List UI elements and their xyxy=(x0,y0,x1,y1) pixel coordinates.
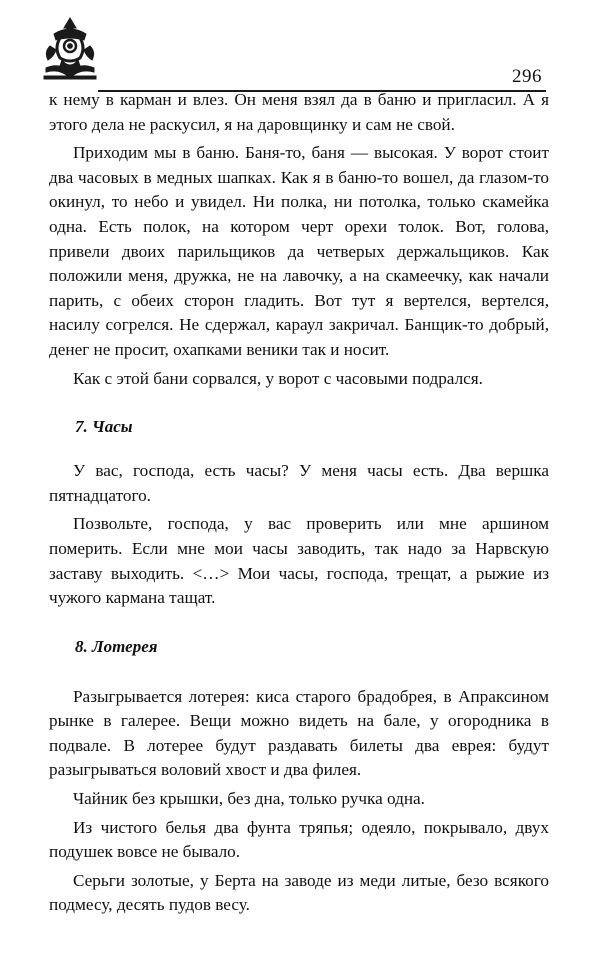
intro-line-2: этого дела не раскусил, я на даровщинку и сам не свой. xyxy=(49,114,455,134)
paragraph-clock-1: У вас, господа, есть часы? У меня часы есть. Два вершка пятнадцатого. xyxy=(49,461,549,505)
section-title-clock: 7. Часы xyxy=(75,417,133,437)
paragraph-bath: Приходим мы в баню. Баня-то, баня — высокая. У ворот стоит два часовых в медных шапках. Как я в баню-то вошел, да глазом-то окинул, то небо и увидел. Ни полка, ни потолка, только скамейка одна. Есть полок, на котором черт орехи толок. Вот, голова, привели двоих парильщиков да четверых держальщиков. Как положили меня, дружка, не на лавочку, а на скамеечку, как начали парить, с обеих сторон гладить. Вот тут я вертелся, вертелся, насилу согрелся. Не сдержал, караул закричал. Банщик-то добрый, денег не просит, охапками веники так и носит. xyxy=(49,143,549,359)
paragraph-bath-ending: Как с этой бани сорвался, у ворот с часовыми подрался. xyxy=(73,368,483,388)
page-body xyxy=(49,88,549,918)
paragraph-lottery-4: Серьги золотые, у Берта на заводе из меди литые, безо всякого подмесу, десять пудов весу. xyxy=(49,870,549,915)
paragraph-lottery-1: Разыгрывается лотерея: киса старого брадобрея, в Апраксином рынке в галерее. Вещи можно видеть на бале, у огородника в подвале. В лотерее будут раздавать билеты два еврея: будут разыгрываться воловий хвост и два филея. xyxy=(49,686,549,780)
intro-line-1: к нему в карман и влез. Он меня взял да в баню и пригласил. А я xyxy=(49,90,549,109)
page-header xyxy=(40,16,550,87)
crest-ornament-icon xyxy=(40,16,100,82)
section-title-lottery: 8. Лотерея xyxy=(75,636,158,656)
paragraph-lottery-2: Чайник без крышки, без дна, только ручка одна. xyxy=(73,789,425,809)
paragraph-clock-2: Позвольте, господа, у вас проверить или мне аршином померить. Если мне мои часы заводить, так надо за Нарвскую заставу выходить. <…> Мои часы, господа, трещат, а рыжие из чужого кармана тащат. xyxy=(49,514,549,608)
page-number: 296 xyxy=(512,66,542,87)
paragraph-lottery-3: Из чистого белья два фунта тряпья; одеяло, покрывало, двух подушек вовсе не бывало. xyxy=(49,817,549,862)
